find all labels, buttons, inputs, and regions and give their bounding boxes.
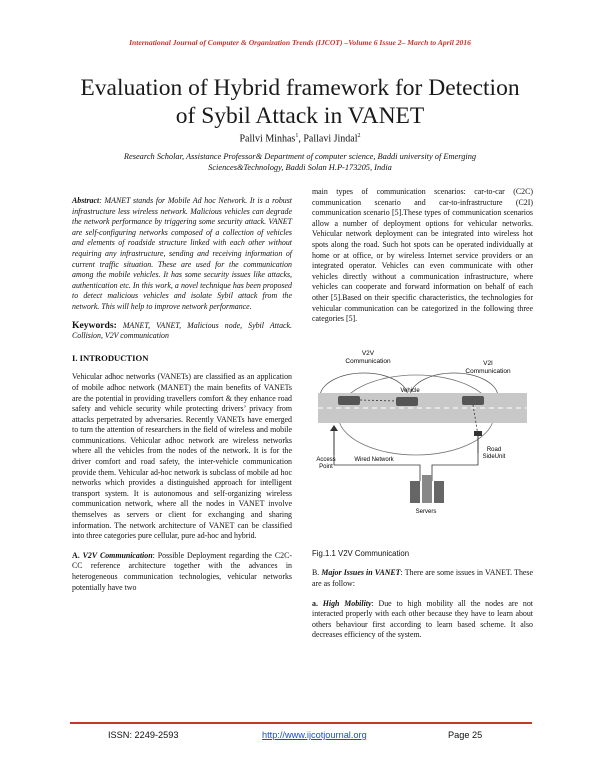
mobility-text: : Due to high mobility all the nodes are not interacted properly with each other because they have to learn about others behaviour first according to learn based scheme. It also decreases efficiency of the system. bbox=[312, 598, 533, 640]
mobility-paragraph bbox=[312, 599, 533, 641]
section-heading-introduction: I. INTRODUCTION bbox=[72, 352, 149, 363]
keywords bbox=[72, 321, 292, 342]
fig-servers-label: Servers bbox=[415, 508, 437, 515]
fig-v2v-label-2: Communication bbox=[345, 357, 391, 365]
vehicle-2 bbox=[396, 397, 418, 406]
figure-v2v bbox=[312, 335, 533, 543]
fig-vehicle-label: Vehicle bbox=[400, 387, 420, 394]
fig-v2i-label-1: V2I bbox=[483, 359, 493, 367]
issues-prefix: B. bbox=[312, 568, 322, 578]
authors bbox=[0, 133, 600, 144]
affiliation-line-1: Research Scholar, Assistance Professor& Department of computer science, Baddi university of Emerging bbox=[123, 152, 477, 161]
issues-label: Major Issues in VANET bbox=[321, 568, 401, 578]
figure-diagram bbox=[312, 335, 533, 543]
fig-access-point-label-1: Access bbox=[316, 456, 336, 463]
issues-text: : There are some issues in VANET. These are as follow: bbox=[312, 568, 533, 588]
server-2 bbox=[422, 475, 432, 503]
abstract-text: : MANET stands for Mobile Ad hoc Network. It is a robust infrastructure less wireless network. Malicious vehicles can degrade the network performance by triggering some security attack. VANET are self-configuring networks composed of a collection of vehicles and elements of roadside structure linked with each other without requiring any infrastructure, sending and receiving information of current traffic situation. These are used for the communication among the mobile vehicles. It has some security issues like attacks, authentication etc. In this work, a novel technique has been proposed to detect malicious vehicles and isolate Sybil attack from the network. This will help to improve network performance. bbox=[72, 196, 292, 311]
v2v-prefix: A. bbox=[72, 550, 83, 560]
right-paragraph-1: main types of communication scenarios: car-to-car (C2C) communication scenario and car-to-infrastructure (C2I) communication scenario [5].These types of communication scenarios allow a number of deployment options for vehicular networks. Vehicular network deployment can be integrated into wireless hot spots along the road. Such hot spots can be operated individually at home or at office, or by wireless Internet service providers or an integrated operator. Vehicles can even communicate with other vehicles directly without a communication infrastructure, where vehicles can cooperate and forward information on behalf of each other [5].Based on their specific characteristics, the technologies for vehicular communication can be categorized in the following three categories [5]. bbox=[312, 187, 533, 324]
author-2: Pallavi Jindal bbox=[303, 133, 358, 145]
server-3 bbox=[434, 481, 444, 503]
author-1: Pallvi Minhas bbox=[239, 133, 296, 145]
mobility-prefix: a. bbox=[312, 598, 323, 608]
author-1-affil: 1 bbox=[295, 133, 299, 139]
journal-header: International Journal of Computer & Organization Trends (IJCOT) –Volume 6 Issue 2– March to April 2016 bbox=[129, 38, 471, 47]
fig-v2v-label-1: V2V bbox=[361, 349, 375, 357]
issues-paragraph bbox=[312, 568, 533, 589]
fig-road-side-label-1: Road bbox=[486, 446, 502, 453]
footer-page-number: Page 25 bbox=[448, 730, 483, 740]
footer-issn: ISSN: 2249-2593 bbox=[108, 730, 179, 740]
v2v-text: : Possible Deployment regarding the C2C-CC reference architecture together with the advances in heterogeneous communication technologies, vehicular networks potentially have two bbox=[72, 550, 292, 592]
fig-road-side-label-2: SideUnit bbox=[482, 453, 506, 460]
vehicle-3 bbox=[462, 396, 484, 405]
fig-v2i-label-2: Communication bbox=[465, 367, 511, 375]
abstract-label: Abstract bbox=[72, 196, 100, 205]
footer-url-link[interactable]: http://www.ijcotjournal.org bbox=[262, 730, 367, 740]
intro-paragraph: Vehicular adhoc networks (VANETs) are classified as an application of mobile adhoc network (MANET) the main benefits of VANETs are the potential in providing travellers comfort & they enhance road safety and vehicle security while protecting drivers’ privacy from attacks perpetrated by adversaries. Recently VANETs have emerged to turn the attention of researchers in the field of wireless and mobile communications. Vehicular adhoc network are wireless networks where all the vehicles from the nodes of the network. It is for the driver comfort and road safety, the inter-vehicle communication provide them. Vehicular ad-hoc network is subclass of mobile ad hoc networks which provides a distinguished approach for intelligent transport system. It is autonomous and self-organizing wireless communication network, where all the nodes in VANET involve themselves as servers or client for exchanging and sharing information. The network architecture of VANET can be classified into three categories pure cellular, pure ad-hoc and hybrid. bbox=[72, 372, 292, 541]
v2v-paragraph bbox=[72, 551, 292, 593]
title-line-1: Evaluation of Hybrid framework for Detection bbox=[80, 75, 520, 101]
keywords-text: MANET, VANET, Malicious node, Sybil Attack. Collision, V2V communication bbox=[72, 320, 292, 341]
affiliation bbox=[80, 151, 520, 173]
author-2-affil: 2 bbox=[357, 133, 361, 139]
right-column bbox=[312, 187, 533, 641]
abstract bbox=[72, 196, 292, 313]
affiliation-line-2: Sciences&Technology, Baddi Solan H.P-173205, India bbox=[208, 163, 392, 172]
server-1 bbox=[410, 481, 420, 503]
footer-divider bbox=[70, 722, 532, 724]
author-separator: , bbox=[298, 133, 304, 145]
paper-title bbox=[40, 74, 560, 130]
figure-caption: Fig.1.1 V2V Communication bbox=[312, 548, 410, 558]
road-side-unit-icon bbox=[474, 431, 482, 436]
mobility-label: High Mobility bbox=[322, 598, 372, 608]
left-column bbox=[72, 196, 292, 593]
v2v-label: V2V Communication bbox=[82, 550, 153, 560]
fig-wired-network-label: Wired Network bbox=[354, 456, 394, 463]
title-line-2: of Sybil Attack in VANET bbox=[175, 103, 425, 129]
vehicle-1 bbox=[338, 396, 360, 405]
keywords-label: Keywords: bbox=[72, 319, 117, 331]
fig-access-point-label-2: Point bbox=[319, 463, 333, 470]
